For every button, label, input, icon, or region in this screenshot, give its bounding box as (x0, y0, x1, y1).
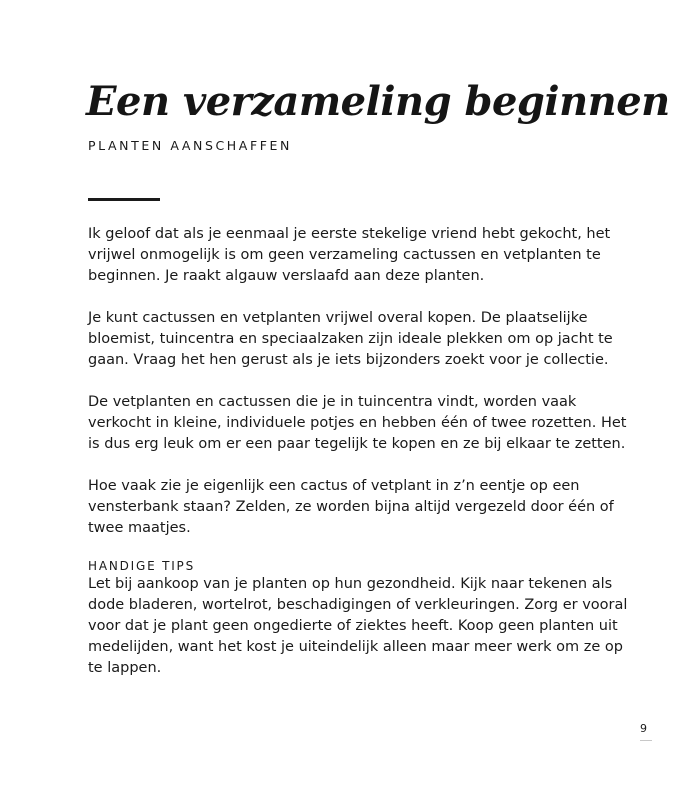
paragraph: Ik geloof dat als je eenmaal je eerste stekelige vriend hebt gekocht, het vrijwel onmogelijk is om geen verzameling cactussen en vetplanten te beginnen. Je raakt algauw verslaafd aan deze planten. (88, 226, 611, 284)
paragraph: Je kunt cactussen en vetplanten vrijwel overal kopen. De plaatselijke bloemist, tuincentra en speciaalzaken zijn ideale plekken om op jacht te gaan. Vraag het hen gerust als je iets bijzonders zoekt voor je collectie. (88, 310, 613, 368)
tips-heading: HANDIGE TIPS (88, 559, 196, 573)
page-number: 9 (640, 722, 647, 735)
body-text (88, 224, 628, 700)
page-subtitle: PLANTEN AANSCHAFFEN (88, 138, 292, 153)
paragraph: Hoe vaak zie je eigenlijk een cactus of vetplant in z’n eentje op een vensterbank staan? Zelden, ze worden bijna altijd vergezeld door één of twee maatjes. (88, 478, 614, 536)
page-number-underline (640, 740, 652, 741)
page-title: Een verzameling beginnen (86, 78, 670, 125)
divider-rule (88, 198, 160, 201)
paragraph: De vetplanten en cactussen die je in tuincentra vindt, worden vaak verkocht in kleine, individuele potjes en hebben één of twee rozetten. Het is dus erg leuk om er een paar tegelijk te kopen en ze bij elkaar te zetten. (88, 394, 627, 452)
tips-text: Let bij aankoop van je planten op hun gezondheid. Kijk naar tekenen als dode bladeren, wortelrot, beschadigingen of verkleuringen. Zorg er vooral voor dat je plant geen ongedierte of ziektes heeft. Koop geen planten uit medelijden, want het kost je uiteindelijk alleen maar meer werk om ze op te lappen. (88, 576, 628, 676)
